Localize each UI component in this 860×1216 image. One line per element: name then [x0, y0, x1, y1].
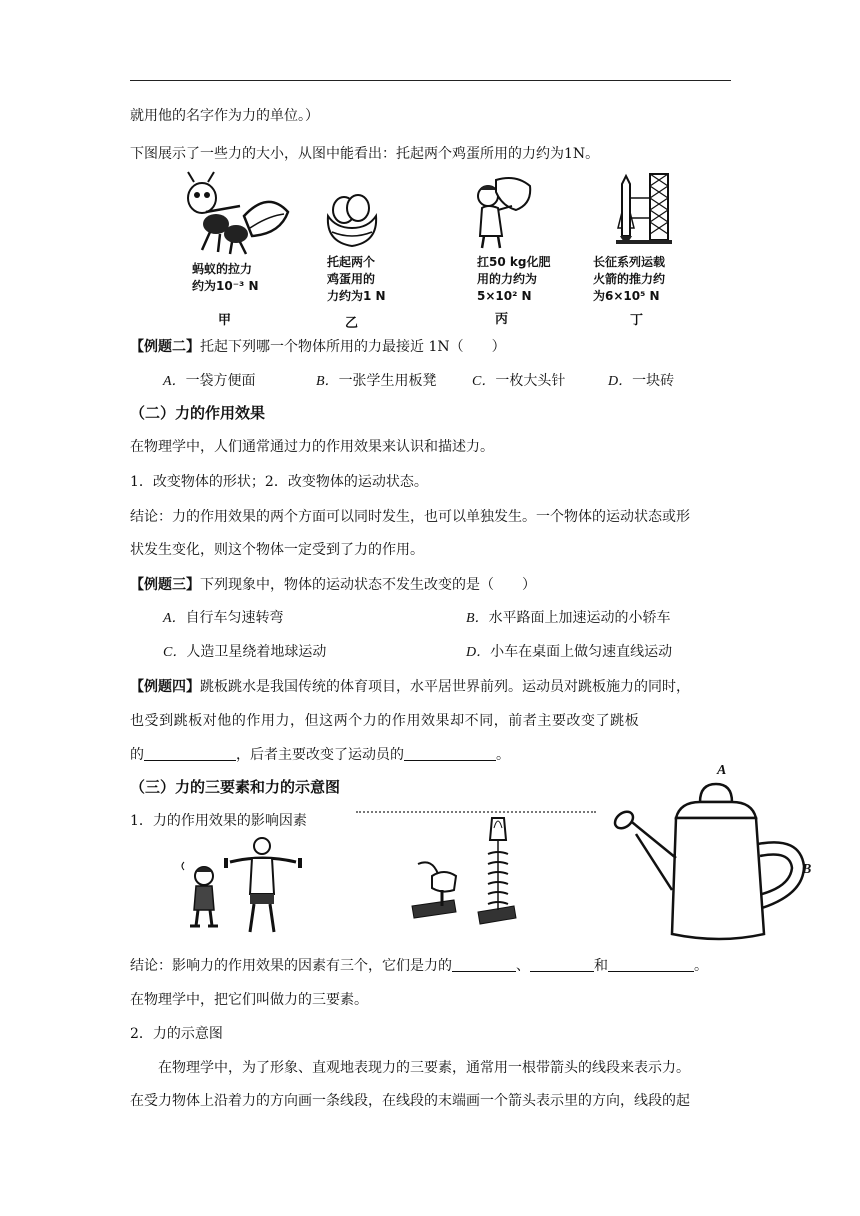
option-c: [472, 372, 565, 391]
option-c: [163, 643, 326, 662]
paragraph: 2．力的示意图: [130, 1026, 223, 1042]
paragraph: 状发生变化，则这个物体一定受到了力的作用。: [130, 542, 424, 558]
paragraph: 在物理学中，把它们叫做力的三要素。: [130, 992, 368, 1008]
scan-artifact-line: [356, 811, 596, 813]
option-a: [163, 372, 256, 391]
section-heading: （二）力的作用效果: [130, 404, 266, 422]
example-question: [130, 576, 536, 594]
paragraph: 结论：力的作用效果的两个方面可以同时发生，也可以单独发生。一个物体的运动状态或形: [130, 509, 690, 525]
ant-pulling-icon: [180, 176, 290, 256]
example-question: [130, 338, 506, 356]
paragraph: 1．力的作用效果的影响因素: [130, 813, 307, 829]
option-text: 水平路面上加速运动的小轿车: [488, 610, 671, 626]
option-b: [466, 609, 671, 628]
example-tag: 【例题四】: [130, 679, 200, 695]
paragraph: 1．改变物体的形状；2．改变物体的运动状态。: [130, 474, 428, 490]
option-b: [316, 372, 437, 391]
rocket-launch-tower-icon: [614, 172, 674, 250]
eggs-caption: 鸡蛋用的: [327, 272, 376, 286]
option-text: 一块砖: [632, 373, 675, 389]
answer-blank[interactable]: [452, 957, 516, 972]
answer-blank[interactable]: [144, 746, 236, 761]
option-letter: B．: [466, 611, 489, 626]
paragraph: 在物理学中，人们通常通过力的作用效果来认识和描述力。: [130, 439, 494, 455]
option-d: [466, 643, 672, 662]
text: 的: [130, 747, 144, 763]
option-text: 小车在桌面上做匀速直线运动: [490, 644, 673, 660]
option-letter: C．: [472, 374, 496, 389]
answer-blank[interactable]: [530, 957, 594, 972]
rocket-caption: 长征系列运载: [593, 255, 666, 269]
question-text: 下列现象中，物体的运动状态不发生改变的是（ ）: [200, 577, 536, 593]
example-tag: 【例题二】: [130, 339, 200, 355]
text: 。: [694, 958, 708, 974]
ant-caption: 约为10⁻³ N: [192, 279, 259, 293]
kettle-label-b: B: [802, 862, 812, 877]
section-heading: （三）力的三要素和力的示意图: [130, 778, 341, 796]
example-question: [130, 678, 690, 696]
figure-label-ding: 丁: [630, 313, 644, 328]
paragraph: 在物理学中，为了形象、直观地表现力的三要素，通常用一根带箭头的线段来表示力。: [158, 1060, 690, 1076]
figure-label-yi: 乙: [345, 316, 359, 331]
text-line: 下图展示了一些力的大小，从图中能看出：托起两个鸡蛋所用的力约为1N。: [130, 146, 600, 162]
fertilizer-caption: 扛50 kg化肥: [477, 255, 551, 269]
answer-blank[interactable]: [404, 746, 496, 761]
ant-caption: 蚂蚁的拉力: [192, 262, 253, 276]
fertilizer-caption: 5×10² N: [477, 289, 532, 303]
eggs-caption: 托起两个: [327, 255, 376, 269]
people-pulling-spring-icon: [176, 836, 306, 936]
question-text: 跳板跳水是我国传统的体育项目，水平居世界前列。运动员对跳板施力的同时，: [200, 679, 690, 695]
text: 、: [516, 958, 530, 974]
option-text: 自行车匀速转弯: [185, 610, 284, 626]
fertilizer-caption: 用的力约为: [477, 272, 538, 286]
rocket-caption: 火箭的推力约: [593, 272, 666, 286]
option-letter: D．: [608, 374, 633, 389]
text: 和: [594, 958, 608, 974]
answer-blank[interactable]: [608, 957, 694, 972]
text: 结论：影响力的作用效果的因素有三个，它们是力的: [130, 958, 452, 974]
option-text: 一袋方便面: [185, 373, 256, 389]
option-text: 一张学生用板凳: [338, 373, 437, 389]
hand-holding-eggs-icon: [322, 186, 382, 252]
option-letter: A．: [163, 374, 186, 389]
option-letter: C．: [163, 645, 187, 660]
option-a: [163, 609, 284, 628]
question-fill-line: [130, 746, 510, 764]
text: ，后者主要改变了运动员的: [236, 747, 404, 763]
hands-pressing-springs-icon: [408, 814, 520, 932]
conclusion-fill-line: [130, 957, 708, 975]
figure-label-jia: 甲: [218, 313, 232, 328]
option-letter: B．: [316, 374, 339, 389]
question-text: 也受到跳板对他的作用力，但这两个力的作用效果却不同，前者主要改变了跳板: [130, 713, 640, 729]
option-d: [608, 372, 674, 391]
eggs-caption: 力约为1 N: [327, 289, 386, 303]
rocket-caption: 为6×10⁵ N: [593, 289, 660, 303]
option-letter: D．: [466, 645, 491, 660]
text-line: 就用他的名字作为力的单位。）: [130, 108, 319, 124]
figure-label-bing: 丙: [495, 312, 509, 327]
kettle-label-a: A: [717, 763, 727, 778]
person-carrying-sack-icon: [472, 176, 534, 250]
paragraph: 在受力物体上沿着力的方向画一条线段，在线段的末端画一个箭头表示里的方向，线段的起: [130, 1093, 690, 1109]
option-text: 一枚大头针: [495, 373, 566, 389]
question-text: 托起下列哪一个物体所用的力最接近 1N（ ）: [200, 339, 506, 355]
example-tag: 【例题三】: [130, 577, 200, 593]
option-text: 人造卫星绕着地球运动: [186, 644, 327, 660]
kettle-icon: [600, 762, 830, 950]
option-letter: A．: [163, 611, 186, 626]
text: 。: [496, 747, 510, 763]
header-rule: [130, 80, 731, 81]
